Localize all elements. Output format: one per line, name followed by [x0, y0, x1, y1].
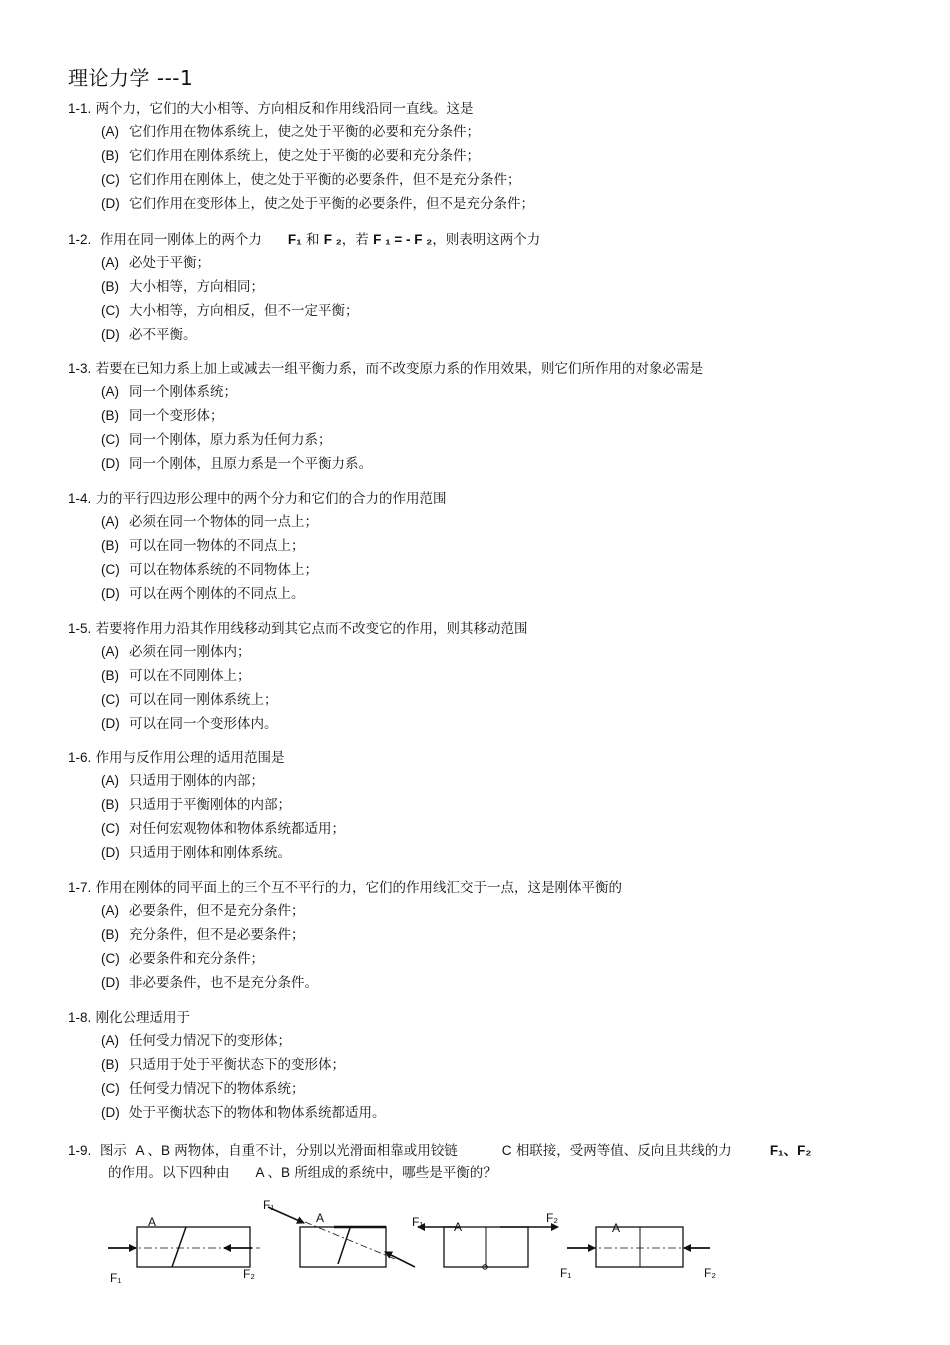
option-b: (B) 只适用于平衡刚体的内部；: [101, 797, 291, 813]
option-d: (D) 可以在两个刚体的不同点上。: [101, 586, 305, 602]
option-d: (D) 只适用于刚体和刚体系统。: [101, 845, 291, 861]
option-a: (A) 必须在同一刚体内；: [101, 644, 251, 660]
contact-surface: [172, 1227, 186, 1267]
option-a: (A) 它们作用在物体系统上，使之处于平衡的必要和充分条件；: [101, 124, 480, 140]
question-stem: 1-2. 作用在同一刚体上的两个力 F₁ 和 F ₂，若 F ₁ = - F ₂，则表明这两个力: [68, 232, 541, 248]
option-c: (C) 同一个刚体，原力系为任何力系；: [101, 432, 332, 448]
option-d: (D) 处于平衡状态下的物体和物体系统都适用。: [101, 1105, 386, 1121]
option-b: (B) 可以在同一物体的不同点上；: [101, 538, 305, 554]
option-c: (C) 任何受力情况下的物体系统；: [101, 1081, 305, 1097]
option-b: (B) 同一个变形体；: [101, 408, 224, 424]
option-a: (A) 必须在同一个物体的同一点上；: [101, 514, 318, 530]
label-f1: F₁: [263, 1198, 275, 1212]
label-f2: F₂: [243, 1267, 255, 1281]
option-a: (A) 必处于平衡；: [101, 255, 210, 271]
question-stem: 1-3. 若要在已知力系上加上或减去一组平衡力系，而不改变原力系的作用效果，则它们所作用的对象必需是: [68, 361, 704, 377]
option-c: (C) 大小相等，方向相反，但不一定平衡；: [101, 303, 359, 319]
option-c: (C) 可以在物体系统的不同物体上；: [101, 562, 318, 578]
question-stem: 1-8. 刚化公理适用于: [68, 1010, 191, 1026]
label-f1: F₁: [560, 1266, 572, 1280]
question-1-2: [68, 229, 928, 347]
option-d: (D) 必不平衡。: [101, 327, 197, 343]
label-a: A: [316, 1211, 325, 1225]
question-1-7: [68, 877, 928, 995]
question-stem: 1-1. 两个力，它们的大小相等、方向相反和作用线沿同一直线。这是: [68, 101, 474, 117]
figure-b: [263, 1198, 415, 1267]
force-f2-arrow: [385, 1252, 415, 1267]
contact-surface: [338, 1228, 350, 1264]
option-d: (D) 同一个刚体，且原力系是一个平衡力系。: [101, 456, 372, 472]
question-1-4: [68, 488, 928, 606]
label-a: A: [454, 1220, 463, 1234]
figure-four-systems: [100, 1192, 720, 1292]
page-title: 理论力学 ---1: [68, 66, 194, 90]
option-b: (B) 它们作用在刚体系统上，使之处于平衡的必要和充分条件；: [101, 148, 480, 164]
figure-d: [560, 1221, 716, 1280]
question-1-3: [68, 358, 928, 476]
option-c: (C) 可以在同一刚体系统上；: [101, 692, 278, 708]
option-b: (B) 大小相等，方向相同；: [101, 279, 264, 295]
label-f2: F₂: [546, 1211, 558, 1225]
question-stem: 1-5. 若要将作用力沿其作用线移动到其它点而不改变它的作用，则其移动范围: [68, 621, 528, 637]
question-1-6: [68, 747, 928, 865]
option-a: (A) 必要条件，但不是充分条件；: [101, 903, 305, 919]
label-f1: F₁: [412, 1215, 424, 1229]
figure-a: [108, 1215, 260, 1285]
question-1-9: [68, 1140, 928, 1184]
option-b: (B) 可以在不同刚体上；: [101, 668, 251, 684]
question-stem: 1-9. 图示 A 、B 两物体，自重不计，分别以光滑面相靠或用铰链 C 相联接，受两等值、反向且共线的力 F₁、F₂: [68, 1143, 812, 1159]
label-a: A: [612, 1221, 621, 1235]
figure-c: [412, 1211, 558, 1269]
option-a: (A) 同一个刚体系统；: [101, 384, 237, 400]
question-1-1: [68, 98, 928, 216]
option-d: (D) 它们作用在变形体上，使之处于平衡的必要条件，但不是充分条件；: [101, 196, 534, 212]
option-c: (C) 必要条件和充分条件；: [101, 951, 264, 967]
option-b: (B) 只适用于处于平衡状态下的变形体；: [101, 1057, 345, 1073]
label-f2: F₂: [704, 1266, 716, 1280]
option-c: (C) 它们作用在刚体上，使之处于平衡的必要条件，但不是充分条件；: [101, 172, 521, 188]
question-stem: 1-7. 作用在刚体的同平面上的三个互不平行的力，它们的作用线汇交于一点，这是刚体平衡的: [68, 880, 623, 896]
question-1-8: [68, 1007, 928, 1125]
question-1-5: [68, 618, 928, 736]
question-stem: 1-6. 作用与反作用公理的适用范围是: [68, 750, 285, 766]
option-b: (B) 充分条件，但不是必要条件；: [101, 927, 305, 943]
option-d: (D) 可以在同一个变形体内。: [101, 716, 278, 732]
option-a: (A) 只适用于刚体的内部；: [101, 773, 264, 789]
question-stem: 1-4. 力的平行四边形公理中的两个分力和它们的合力的作用范围: [68, 491, 447, 507]
option-d: (D) 非必要条件，也不是充分条件。: [101, 975, 318, 991]
option-a: (A) 任何受力情况下的变形体；: [101, 1033, 291, 1049]
label-a: A: [148, 1215, 157, 1229]
question-stem-line2: 的作用。以下四种由 A 、B 所组成的系统中，哪些是平衡的？: [108, 1165, 497, 1181]
block-rect: [137, 1227, 250, 1267]
option-c: (C) 对任何宏观物体和物体系统都适用；: [101, 821, 345, 837]
label-f1: F₁: [110, 1271, 122, 1285]
